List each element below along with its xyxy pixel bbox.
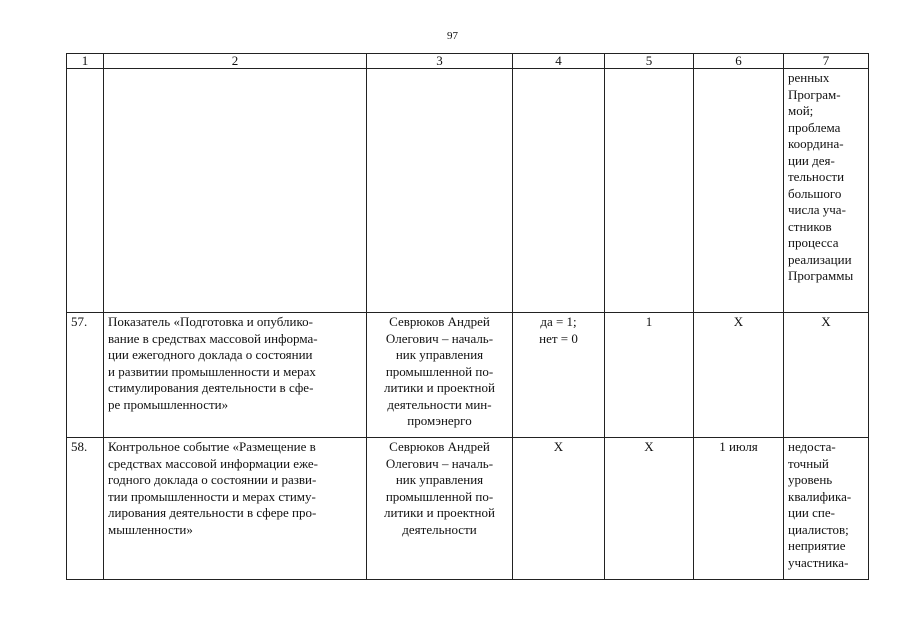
row-col7: недоста- точный уровень квалифика- ции спе- циалистов; неприятие участника- [784,438,869,580]
empty-cell [694,69,784,313]
risk-cell: ренных Програм- мой; проблема координа- ции дея- тельности большого числа уча- стников процесса реализации Программы [784,69,869,313]
row-number: 58. [67,438,104,580]
row-col5: 1 [605,313,694,438]
row-responsible: Севрюков Андрей Олегович – началь- ник управления промышленной по- литики и проектной деятельности мин- промэнерго [367,313,513,438]
row-col5: Х [605,438,694,580]
empty-cell [67,69,104,313]
row-description: Показатель «Подготовка и опублико- вание в средствах массовой информа- ции ежегодного доклада о состоянии и развитии промышленности и мерах стимулирования деятельности в сфе- ре промышленности» [104,313,367,438]
table-row [67,313,869,438]
header-cell-3: 3 [367,54,513,69]
table-row [67,438,869,580]
row-col4: да = 1; нет = 0 [513,313,605,438]
header-cell-6: 6 [694,54,784,69]
row-col6: Х [694,313,784,438]
row-number: 57. [67,313,104,438]
row-responsible: Севрюков Андрей Олегович – началь- ник управления промышленной по- литики и проектной деятельности [367,438,513,580]
program-table [66,53,869,580]
row-col4: Х [513,438,605,580]
row-col6: 1 июля [694,438,784,580]
header-cell-1: 1 [67,54,104,69]
header-row [67,54,869,69]
empty-cell [104,69,367,313]
empty-cell [605,69,694,313]
row-description: Контрольное событие «Размещение в средствах массовой информации еже- годного доклада о состоянии и разви- тии промышленности и мерах стиму- лирования деятельности в сфере про- мышленности» [104,438,367,580]
header-cell-4: 4 [513,54,605,69]
row-col7: Х [784,313,869,438]
header-cell-5: 5 [605,54,694,69]
empty-cell [367,69,513,313]
empty-cell [513,69,605,313]
header-cell-7: 7 [784,54,869,69]
table-row-continuation [67,69,869,313]
header-cell-2: 2 [104,54,367,69]
page-number: 97 [447,30,458,42]
